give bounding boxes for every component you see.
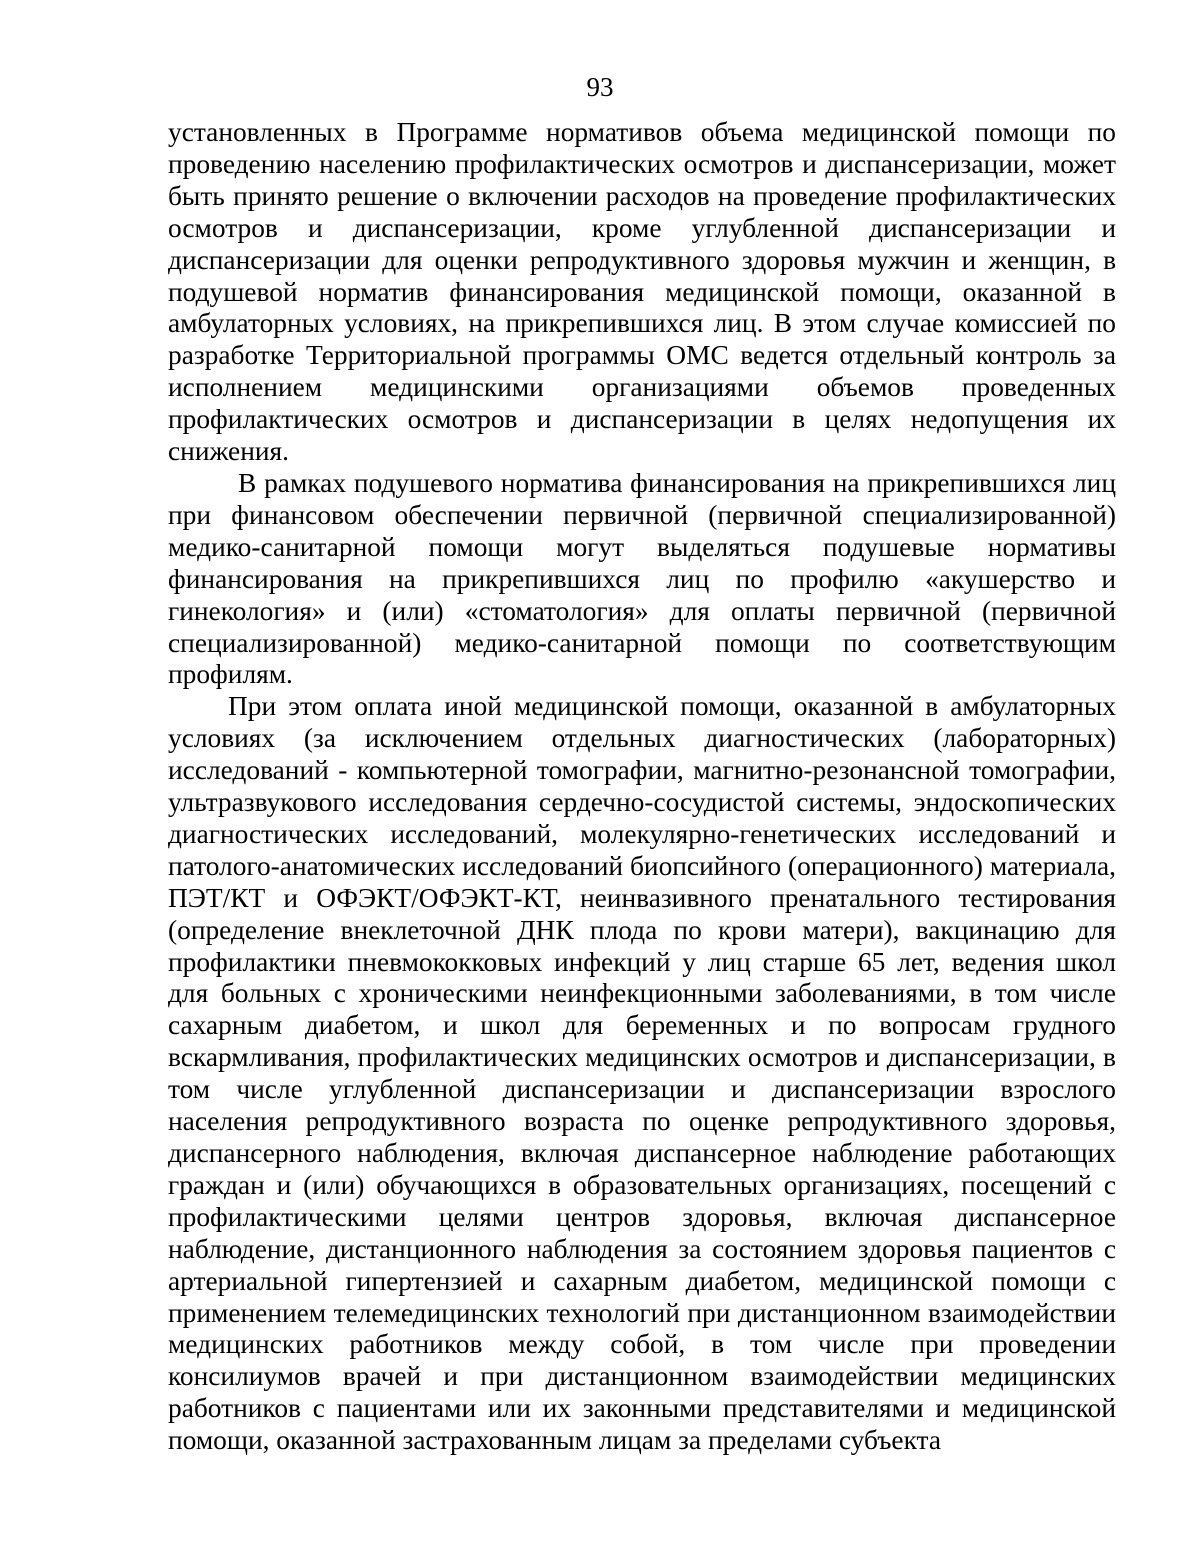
paragraph-capitation-norms: В рамках подушевого норматива финансирования на прикрепившихся лиц при финансовом обеспечении первичной (первичной специализированной) медико-санитарной помощи могут выделяться подушевые нормативы финансирования на прикрепившихся лиц по профилю «акушерство и гинекология» и (или) «стоматология» для оплаты первичной (первичной специализированной) медико-санитарной помощи по соответствующим профилям.: [168, 467, 1116, 690]
document-body: [168, 117, 1116, 1457]
page-number: 93: [586, 72, 614, 102]
paragraph-other-care-payment: При этом оплата иной медицинской помощи, оказанной в амбулаторных условиях (за исключением отдельных диагностических (лабораторных) исследований - компьютерной томографии, магнитно-резонансной томографии, ультразвукового исследования сердечно-сосудистой системы, эндоскопических диагностических исследований, молекулярно-генетических исследований и патолого-анатомических исследований биопсийного (операционного) материала, ПЭТ/КТ и ОФЭКТ/ОФЭКТ-КТ, неинвазивного пренатального тестирования (определение внеклеточной ДНК плода по крови матери), вакцинацию для профилактики пневмококковых инфекций у лиц старше 65 лет, ведения школ для больных с хроническими неинфекционными заболеваниями, в том числе сахарным диабетом, и школ для беременных и по вопросам грудного вскармливания, профилактических медицинских осмотров и диспансеризации, в том числе углубленной диспансеризации и диспансеризации взрослого населения репродуктивного возраста по оценке репродуктивного здоровья, диспансерного наблюдения, включая диспансерное наблюдение работающих граждан и (или) обучающихся в образовательных организациях, посещений с профилактическими целями центров здоровья, включая диспансерное наблюдение, дистанционного наблюдения за состоянием здоровья пациентов с артериальной гипертензией и сахарным диабетом, медицинской помощи с применением телемедицинских технологий при дистанционном взаимодействии медицинских работников между собой, в том числе при проведении консилиумов врачей и при дистанционном взаимодействии медицинских работников с пациентами или их законными представителями и медицинской помощи, оказанной застрахованным лицам за пределами субъекта: [168, 691, 1116, 1456]
paragraph-continuation: установленных в Программе нормативов объема медицинской помощи по проведению населению профилактических осмотров и диспансеризации, может быть принято решение о включении расходов на проведение профилактических осмотров и диспансеризации, кроме углубленной диспансеризации и диспансеризации для оценки репродуктивного здоровья мужчин и женщин, в подушевой норматив финансирования медицинской помощи, оказанной в амбулаторных условиях, на прикрепившихся лиц. В этом случае комиссией по разработке Территориальной программы ОМС ведется отдельный контроль за исполнением медицинскими организациями объемов проведенных профилактических осмотров и диспансеризации в целях недопущения их снижения.: [168, 117, 1116, 467]
